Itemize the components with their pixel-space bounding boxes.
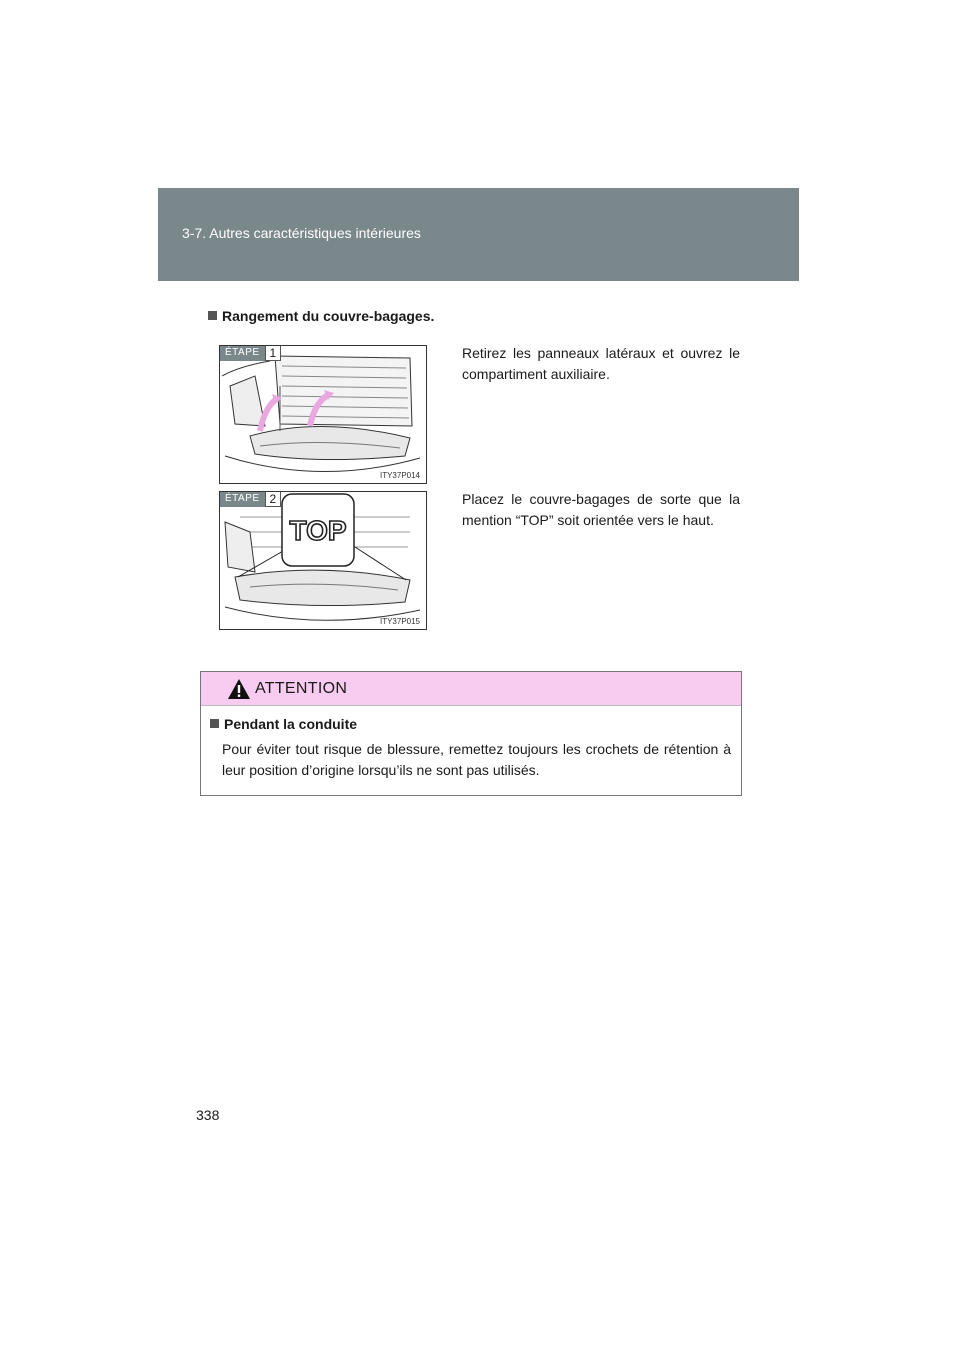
- warning-box: [200, 671, 742, 796]
- square-bullet-icon: [208, 311, 217, 320]
- subheading-text: Rangement du couvre-bagages.: [222, 308, 435, 324]
- figure-code: ITY37P015: [379, 617, 420, 626]
- warning-subheading-text: Pendant la conduite: [224, 716, 358, 732]
- step-1-badge: [220, 346, 281, 361]
- step-1-text: Retirez les panneaux latéraux et ouvrez le compartiment auxiliaire.: [462, 345, 740, 382]
- step-number: 1: [265, 346, 282, 361]
- warning-header: [201, 672, 741, 706]
- section-subheading: [208, 308, 434, 324]
- section-title: 3-7. Autres caractéristiques intérieures: [182, 225, 421, 241]
- step-2-text: Placez le couvre-bagages de sorte que la mention “TOP” soit orientée vers le haut.: [462, 491, 740, 528]
- figure-code: ITY37P014: [379, 471, 420, 480]
- step-1-illustration: [219, 345, 427, 484]
- header-band: [158, 188, 799, 281]
- step-label: ÉTAPE: [220, 492, 265, 507]
- warning-subheading: [210, 716, 357, 732]
- square-bullet-icon: [210, 719, 219, 728]
- page-number: 338: [196, 1107, 220, 1123]
- top-callout-text: TOP: [289, 515, 347, 546]
- trunk-illustration-2: [220, 492, 426, 629]
- warning-triangle-icon: [227, 678, 251, 700]
- step-2-badge: [220, 492, 281, 507]
- step-2-illustration: [219, 491, 427, 630]
- warning-text: Pour éviter tout risque de blessure, remettez toujours les crochets de rétention à leur position d’origine lorsqu’ils ne sont pas utilisés.: [222, 741, 731, 778]
- step-number: 2: [265, 492, 282, 507]
- step-label: ÉTAPE: [220, 346, 265, 361]
- trunk-illustration-1: [220, 346, 426, 483]
- warning-title: ATTENTION: [255, 680, 348, 697]
